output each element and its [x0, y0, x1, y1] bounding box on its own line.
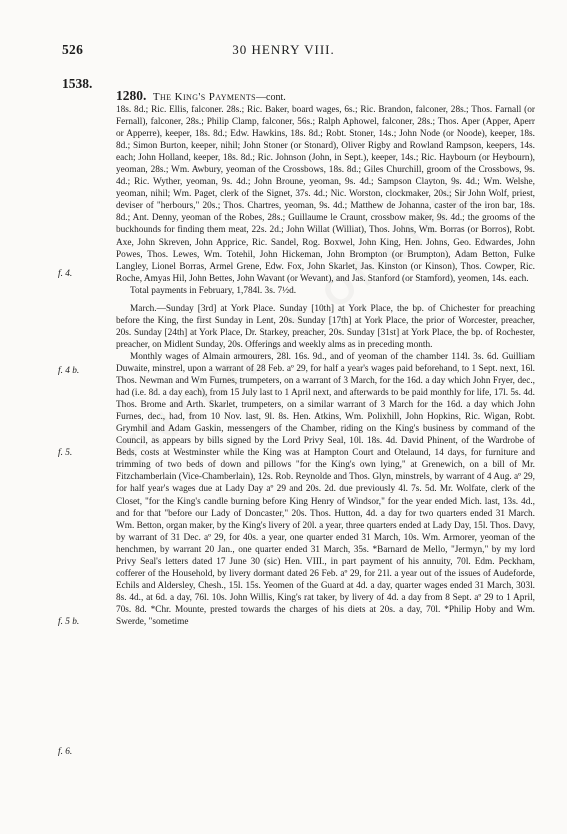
section-title-suffix: —cont.	[256, 92, 286, 103]
folio-marker: f. 5.	[58, 448, 73, 458]
margin-year: 1538.	[62, 76, 93, 91]
paragraph-wages: 18s. 8d.; Ric. Ellis, falconer. 28s.; Ric. Baker, board wages, 6s.; Ric. Brandon, falconer, 28s.; Thos. Farnall (or Fernall), falconer, 28s.; Philip Clamp, falconer, 56s.; Ralph Aphowel, falconer, 28s.; Thos. Aper (Apper, Aperr or Apperre), keeper, 18s. 8d.; Edw. Hawkins, 18s. 8d.; Robt. Stoner, 14s.; John Node (or Noode), keeper, 18s. 8d.; Simon Burton, keeper, nihil; John Stoner (or Stonard), Oliver Rigby and Rowland Rampson, keepers, 14s. each; John Holland, keeper, 18s. 8d.; Ric. Johnson (John, in Sept.), keeper, 14s.; Ric. Haybourn (or Heybourn), yeoman, 28s.; Wm. Awbury, yeoman of the Crossbows, 18s. 8d.; Giles Churchill, groom of the Crossbows, 9s. 4d.; Ric. Wyther, yeoman, 9s. 4d.; John Broune, yeoman, 9s. 4d.; Sampson Clayton, 9s. 4d.; Wm. Welshe, yeoman, nihil; Wm. Paget, clerk of the Signet, 37s. 4d.; Nic. Worston, clockmaker, 20s.; Sir John Wolf, priest, deviser of "herbours," 20s.; Thos. Chartres, yeoman, 9s. 4d.; Matthew de Johanna, caster of the iron bar, 18s. 8d.; Ant. Denny, yeoman of the Robes, 28s.; Guillaume le Craunt, crossbow maker, 9s. 4d.; the grooms of the buckhounds for finding them meat, 22s. 2d.; John Willat (Williat), Thos. Johns, Wm. Borras (or Borros), Robt. Axe, John Skreven, John Apprice, Ric. Sandel, Rog. Boxwel, John King, Hen. Johns, Geo. Edwardes, John Powes, Thos. Lewes, Wm. Totehil, John Hickeman, John Brompton (or Brumpton), Adam Betton, Fulke Langley, Lionel Borras, Armel Grene, Edw. Fox, John Skarlet, Jas. Kinston (or Kinson), Thos. Cowper, Ric. Roche, Amyas Hil, John Bettes, John Wavant (or Wevant), and Jas. Stanford (or Stamford), yeomen, 14s. each.	[116, 105, 535, 284]
paragraph-monthly-wages: Monthly wages of Almain armourers, 28l. 16s. 9d., and of yeoman of the chamber 114l. 3s. 6d. Guilliam Duwaite, minstrel, upon a warrant of 28 Feb. aº 29, for half a year's wages paid beforehand, to 1 Sept. next, 16l. Thos. Newman and Wm Furnes, trumpeters, on a warrant of 3 March, for the 16d. a day which John Fryer, dec., had (i.e. 8d. a day each), from 15 July last to 1 April next, and afterwards to be paid monthly for life, 17l. 5s. 4d. Thos. Brome and Arth. Skarlet, trumpeters, on a similar warrant of 3 March for the 16d. a day which John Furnes, dec., had, from 10 Nov. last, 9l. 8s. Hen. Atkins, Wm. Polixhill, John Hopkins, Ric. Wigan, Robt. Grymhil and Adam Gaskin, messengers of the Chamber, riding on the King's business by command of the Council, as appears by bills signed by the Lord Privy Seal, 10l. 18s. 4d. David Phinent, of the Wardrobe of Beds, costs at Westminster while the King was at Hampton Court and Otelaund, 14 days, for furniture and trimming of two beds of down and pillows "for the King's own lying," at Grenewich, on a bill of Mr. Fitzchamberlain (Vice-Chamberlain), 12s. Rob. Reynolde and Thos. Glyn, minstrels, by warrant of 4 Aug. aº 29, for half year's wages due at Lady Day aº 29 and 20s. 2d. due previously 4l. 7s. 5d. Mr. Wolfate, clerk of the Closet, "for the King's candle burning before King Henry of Windsor," for the year ended Mich. last, 13s. 4d., and for that "before our Lady of Doncaster," 20s. Thos. Hutton, 4d. a day for two quarters ended 31 March. Wm. Betton, organ maker, by the King's livery of 20l. a year, three quarters ended at Lady Day, 15l. Thos. Davy, by warrant of 31 Dec. aº 29, for 40s. a year, one quarter ended 31 March, 10s. Wm. Armorer, yeoman of the henchmen, by warrant 20 Jan., one quarter ended 31 March, 35s. *Barnard de Mello, "Jermyn," by my lord Privy Seal's letters dated 17 June 30 (sic) Hen. VIII., in part payment of his annuity, 70l. Edm. Peckham, cofferer of the Household, by livery dormant dated 26 Feb. aº 29, for 21l. a year out of the issues of Audeforde, Echils and Aldersley, Chesh., 15l. 15s. Yeomen of the Guard at 4d. a day, quarter wages ended 31 March, 303l. 8s. 4d., at 6d. a day, 76l. 10s. John Willis, King's rat taker, by livery of 4d. a day from 8 Sept. aº 29 to 1 April, 70s. 8d. *Chr. Mounte, prested towards the charges of his diets at 20s. a day, 70l. *Philip Hoby and Wm. Swerde, "sometime	[116, 351, 535, 627]
section-number: 1280.	[116, 88, 147, 103]
paragraph-march: March.—Sunday [3rd] at York Place. Sunday [10th] at York Place, the bp. of Chichester for preaching before the King, the first Sunday in Lent, 20s. Sunday [17th] at York Place, the prior of Worcester, preacher, 20s. Sunday [24th] at York Place, Dr. Starkey, preacher, 20s. Sunday [31st] at York Place, the bp. of Rochester, preacher, on Midlent Sunday, 20s. Offerings and weekly alms as in preceding month.	[116, 303, 535, 350]
folio-marker: f. 6.	[58, 747, 73, 757]
running-title: 30 HENRY VIII.	[232, 42, 335, 57]
folio-marker: f. 5 b.	[58, 617, 80, 627]
section-heading	[116, 90, 536, 104]
page-header	[0, 42, 567, 62]
folio-marker: f. 4.	[58, 269, 73, 279]
page-number: 526	[62, 42, 84, 57]
section-title: The King's Payments	[152, 91, 257, 103]
folio-marker: f. 4 b.	[58, 366, 80, 376]
body-text	[116, 104, 535, 628]
paragraph-total: Total payments in February, 1,784l. 3s. 7½d.	[130, 285, 297, 296]
